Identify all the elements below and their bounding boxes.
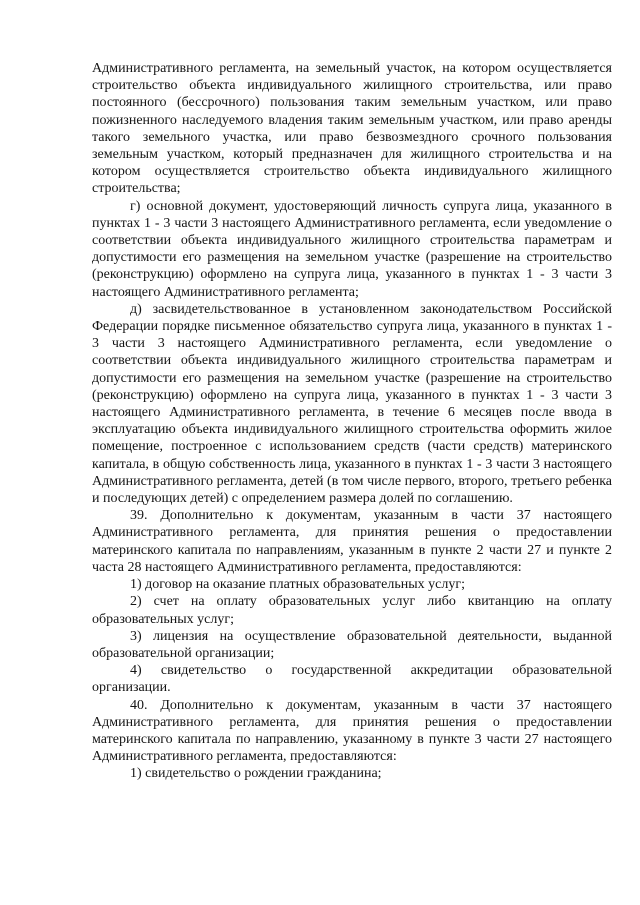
paragraph-item-g: г) основной документ, удостоверяющий личность супруга лица, указанного в пунктах 1 - 3 части 3 настоящего Административного регламента, если уведомление о соответствии объекта индивидуального жилищного строительства параметрам и допустимости его размещения на земельном участке (разрешение на строительство (реконструкцию) оформлено на супруга лица, указанного в пунктах 1 - 3 части 3 настоящего Административного регламента;	[92, 198, 612, 300]
document-body	[92, 60, 612, 783]
paragraph-40-item-1: 1) свидетельство о рождении гражданина;	[130, 766, 382, 782]
paragraph-39-item-2: 2) счет на оплату образовательных услуг либо квитанцию на оплату образовательных услуг;	[92, 594, 612, 627]
paragraph-39-item-4: 4) свидетельство о государственной аккредитации образовательной организации.	[92, 663, 612, 696]
paragraph-39-item-3: 3) лицензия на осуществление образовательной деятельности, выданной образовательной организации;	[92, 628, 612, 661]
paragraph-section-40: 40. Дополнительно к документам, указанным в части 37 настоящего Административного регламента, для принятия решения о предоставлении материнского капитала по направлению, указанному в пункте 3 части 27 настоящего Административного регламента, предоставляются:	[92, 697, 612, 765]
paragraph-39-item-1: 1) договор на оказание платных образовательных услуг;	[130, 577, 465, 593]
paragraph-section-39: 39. Дополнительно к документам, указанным в части 37 настоящего Административного регламента, для принятия решения о предоставлении материнского капитала по направлениям, указанным в пункте 2 части 27 и пункте 2 часта 28 настоящего Административного регламента, предоставляются:	[92, 508, 612, 575]
paragraph-regulation-continuation: Административного регламента, на земельный участок, на котором осуществляется строительство объекта индивидуального жилищного строительства, или право постоянного (бессрочного) пользования таким земельным участком, или право пожизненного наследуемого владения таким земельным участком, или право аренды такого земельного участка, или право безвозмездного срочного пользования земельным участком, который предназначен для жилищного строительства и на котором осуществляется строительство объекта индивидуального жилищного строительства;	[92, 61, 612, 197]
paragraph-item-d: д) засвидетельствованное в установленном законодательством Российской Федерации порядке письменное обязательство супруга лица, указанного в пунктах 1 - 3 части 3 настоящего Административного регламента, если уведомление о соответствии объекта индивидуального жилищного строительства параметрам и допустимости его размещения на земельном участке (разрешение на строительство (реконструкцию) оформлено на супруга лица, указанного в пунктах 1 - 3 части 3 настоящего Административного регламента, в течение 6 месяцев после ввода в эксплуатацию объекта индивидуального жилищного строительства оформить жилое помещение, построенное с использованием средств (части средств) материнского капитала, в общую собственность лица, указанного в пунктах 1 - 3 части 3 настоящего Административного регламента, детей (в том числе первого, второго, третьего ребенка и последующих детей) с определением размера долей по соглашению.	[92, 301, 612, 507]
